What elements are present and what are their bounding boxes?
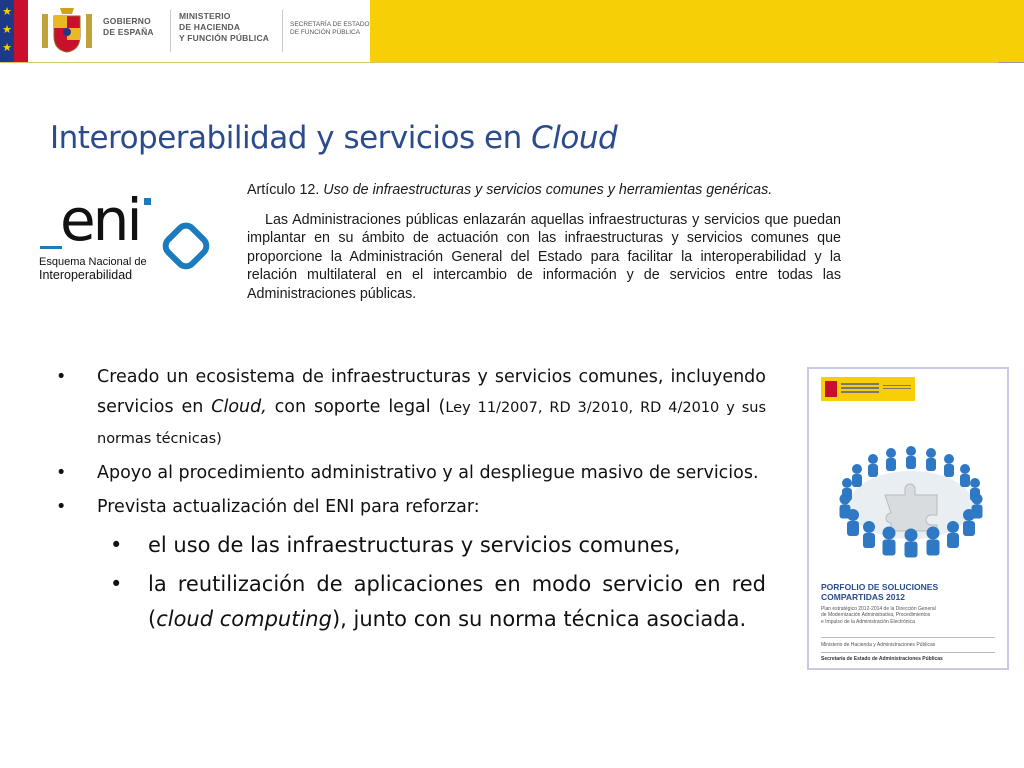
list-item bbox=[56, 458, 766, 488]
divider bbox=[821, 637, 995, 638]
list-item-text: Apoyo al procedimiento administrativo y al despliegue masivo de servicios. bbox=[97, 463, 759, 483]
sub-list-item-text: ), junto con su norma técnica asociada. bbox=[331, 607, 747, 631]
logo-text-lines bbox=[883, 385, 911, 386]
government-label: GOBIERNO DE ESPAÑA bbox=[103, 16, 154, 37]
sub-list-item-text: el uso de las infraestructuras y servicios comunes, bbox=[148, 533, 681, 557]
divider bbox=[821, 652, 995, 653]
eni-subtitle-1: Esquema Nacional de bbox=[39, 256, 147, 268]
eu-flag-strip bbox=[0, 0, 14, 62]
star-icon: ★ bbox=[2, 5, 12, 18]
slide-title bbox=[50, 120, 617, 156]
brochure-ministry: Ministerio de Hacienda y Administraciones Públicas bbox=[821, 642, 936, 648]
sub-list-item-emphasis: cloud computing bbox=[156, 607, 332, 631]
legal-references: Ley 11/2007, RD 3/2010, RD 4/2010 y sus normas técnicas) bbox=[97, 400, 767, 447]
brochure-description: Plan estratégico 2012-2014 de la Dirección General de Modernización Administrativa, Procedimientos e Impulso de la Administración Electrónica bbox=[821, 606, 936, 625]
brochure-header-logo bbox=[821, 377, 915, 401]
bullet-icon: • bbox=[56, 497, 67, 517]
title-text: Interoperabilidad y servicios en bbox=[50, 120, 532, 156]
brochure-title: PORFOLIO DE SOLUCIONES COMPARTIDAS 2012 bbox=[821, 582, 939, 602]
article-number: Artículo 12. bbox=[247, 182, 324, 198]
logo-text-lines bbox=[841, 383, 879, 385]
ministry-label: MINISTERIO DE HACIENDA Y FUNCIÓN PÚBLICA bbox=[179, 11, 270, 43]
list-item bbox=[56, 362, 766, 454]
eni-wordmark: eni bbox=[60, 186, 140, 254]
list-item-emphasis: Cloud, bbox=[211, 397, 267, 417]
coat-of-arms-icon bbox=[825, 381, 837, 397]
brochure-secretariat: Secretaría de Estado de Administraciones Públicas bbox=[821, 656, 943, 662]
bullet-icon: • bbox=[56, 367, 67, 387]
coat-of-arms-icon bbox=[40, 4, 94, 54]
star-icon: ★ bbox=[2, 23, 12, 36]
brochure-cover-image bbox=[807, 367, 1009, 670]
red-strip bbox=[14, 0, 28, 62]
eni-subtitle-2: Interoperabilidad bbox=[39, 268, 133, 282]
title-emphasis: Cloud bbox=[531, 120, 618, 156]
people-circle-puzzle-illustration bbox=[825, 439, 997, 563]
list-item-text: Prevista actualización del ENI para reforzar: bbox=[97, 497, 480, 517]
list-item bbox=[56, 492, 766, 522]
list-item-text: con soporte legal ( bbox=[266, 397, 446, 417]
sub-list-item bbox=[56, 567, 766, 637]
article-body: Las Administraciones públicas enlazarán aquellas infraestructuras y servicios que puedan implantar en su ámbito de actuación con las infraestructuras y servicios comunes que proporcione la Administración General del Estado para facilitar la interoperabilidad y la relación multilateral en el intercambio de información y de servicios entre todas las Administraciones públicas. bbox=[247, 211, 841, 302]
star-icon: ★ bbox=[2, 41, 12, 54]
sub-list bbox=[56, 528, 766, 637]
bullet-list bbox=[56, 362, 766, 637]
bullet-icon: • bbox=[110, 533, 123, 557]
list-item-text: Creado un ecosistema de infraestructuras y servicios comunes, incluyendo servicios en bbox=[97, 367, 766, 417]
article-excerpt bbox=[247, 181, 841, 303]
bullet-icon: • bbox=[110, 572, 123, 596]
sub-list-item bbox=[56, 528, 766, 563]
bullet-icon: • bbox=[56, 463, 67, 483]
secretariat-label: SECRETARÍA DE ESTADO DE FUNCIÓN PÚBLICA bbox=[290, 21, 370, 36]
corner-mark bbox=[998, 62, 1024, 67]
article-heading-text: Uso de infraestructuras y servicios comunes y herramientas genéricas. bbox=[323, 182, 773, 198]
divider bbox=[170, 10, 171, 52]
divider bbox=[282, 10, 283, 52]
sub-list-item-text: la reutilización de aplicaciones en modo servicio en red ( bbox=[148, 572, 766, 631]
header-divider bbox=[0, 62, 1024, 63]
article-heading bbox=[247, 181, 841, 200]
